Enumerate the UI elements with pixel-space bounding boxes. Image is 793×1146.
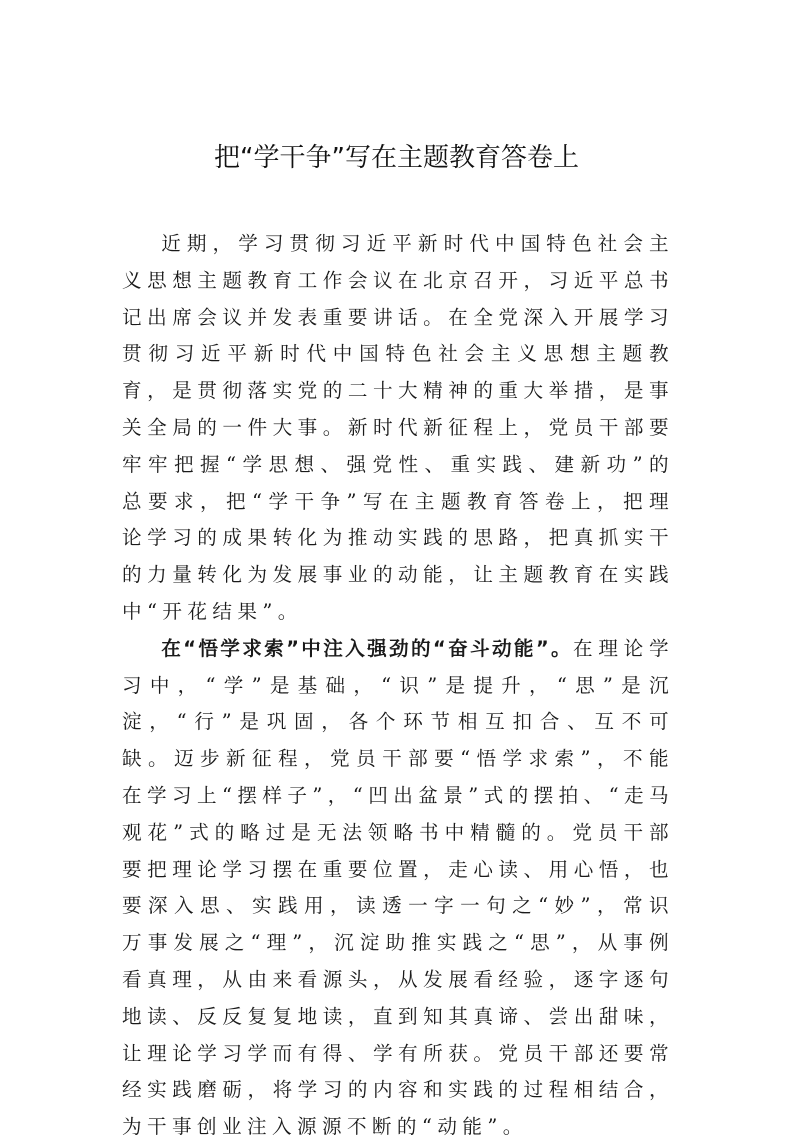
document-body [122,226,674,1146]
paragraph-section-1 [122,631,674,1146]
paragraph-intro: 近期，学习贯彻习近平新时代中国特色社会主义思想主题教育工作会议在北京召开，习近平总书记出席会议并发表重要讲话。在全党深入开展学习贯彻习近平新时代中国特色社会主义思想主题教育，是贯彻落实党的二十大精神的重大举措，是事关全局的一件大事。新时代新征程上，党员干部要牢牢把握“学思想、强党性、重实践、建新功”的总要求，把“学干争”写在主题教育答卷上，把理论学习的成果转化为推动实践的思路，把真抓实干的力量转化为发展事业的动能，让主题教育在实践中“开花结果”。 [122,232,674,623]
document-title: 把“学干争”写在主题教育答卷上 [214,143,579,173]
section-heading: 在“悟学求索”中注入强劲的“奋斗动能”。 [161,636,573,660]
section-text: 在理论学习中，“学”是基础，“识”是提升，“思”是沉淀，“行”是巩固，各个环节相互扣合、互不可缺。迈步新征程，党员干部要“悟学求索”，不能在学习上“摆样子”，“凹出盆景”式的摆拍、“走马观花”式的略过是无法领略书中精髓的。党员干部要把理论学习摆在重要位置，走心读、用心悟，也要深入思、实践用，读透一字一句之“妙”，常识万事发展之“理”，沉淀助推实践之“思”，从事例看真理，从由来看源头，从发展看经验，逐字逐句地读、反反复复地读，直到知其真谛、尝出甜味，让理论学习学而有得、学有所获。党员干部还要常经实践磨砺，将学习的内容和实践的过程相结合，为干事创业注入源源不断的“动能”。 [122,636,674,1139]
